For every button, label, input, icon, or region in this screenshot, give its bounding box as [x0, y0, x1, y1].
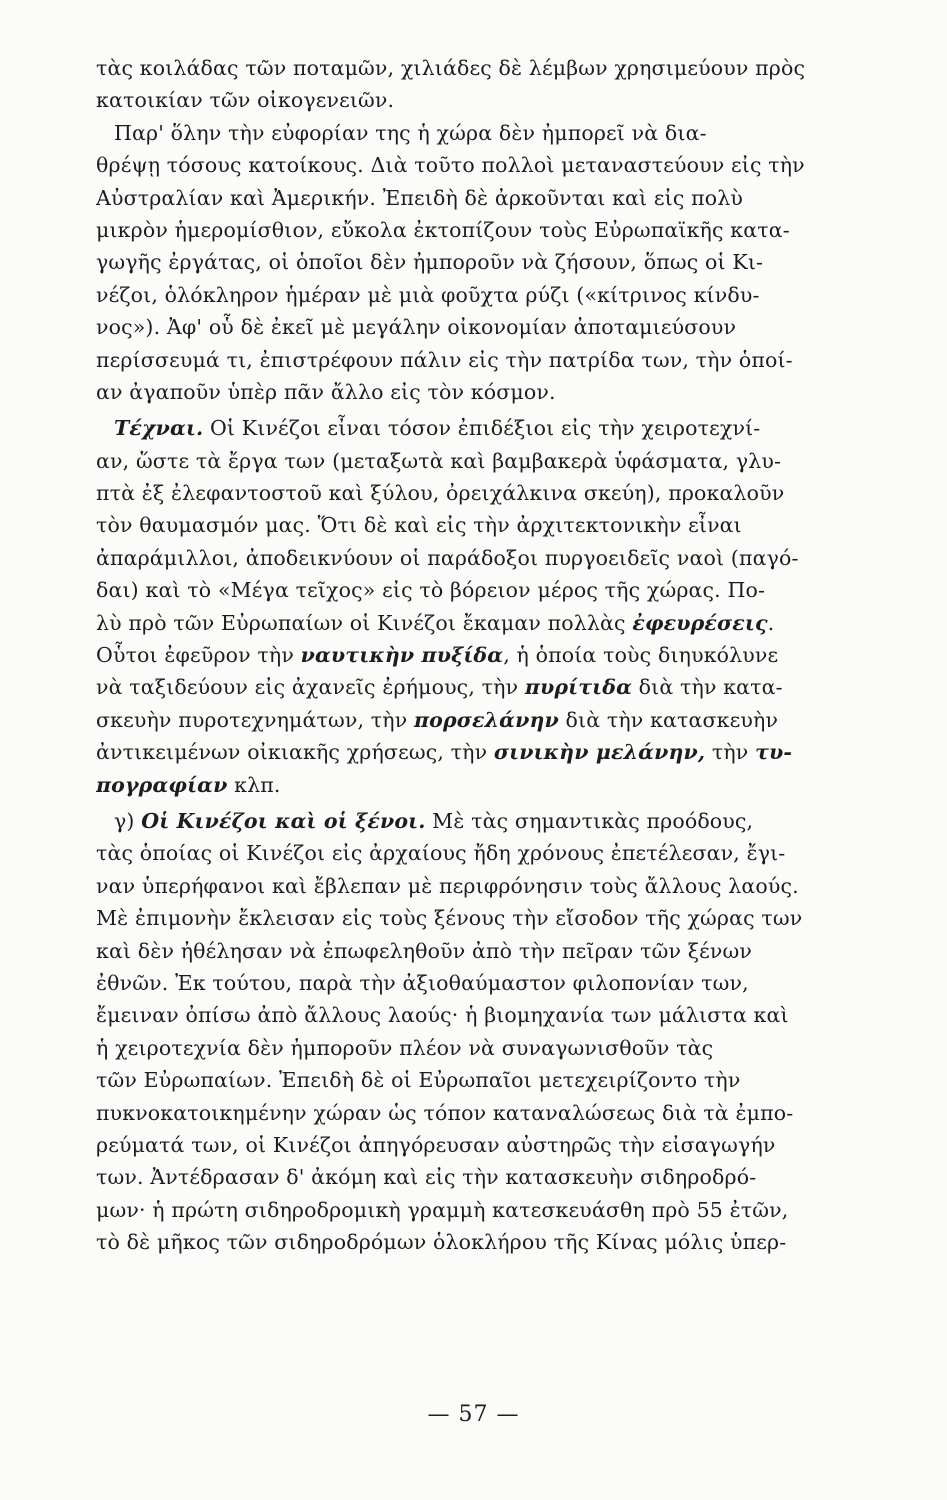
text-line: Αὐστραλίαν καὶ Ἀμερικήν. Ἐπειδὴ δὲ ἀρκοῦνται καὶ εἰς πολὺ — [96, 185, 744, 210]
text-line: Οὗτοι ἐφεῦρον τὴν ναυτικὴν πυξίδα, ἡ ὁποία τοὺς διηυκόλυνε — [96, 643, 779, 668]
text-line: δαι) καὶ τὸ «Μέγα τεῖχος» εἰς τὸ βόρειον μέρος τῆς χώρας. Πο- — [96, 578, 766, 603]
text-line: τὸν θαυμασμόν μας. Ὅτι δὲ καὶ εἰς τὴν ἀρχιτεκτονικὴν εἶναι — [96, 513, 742, 538]
emphasis: πογραφίαν — [96, 772, 228, 797]
emphasis: ναυτικὴν πυξίδα — [300, 643, 504, 668]
text-line: τὰς κοιλάδας τῶν ποταμῶν, χιλιάδες δὲ λέμβων χρησιμεύουν πρὸς — [96, 56, 806, 80]
text-line: τῶν Εὐρωπαίων. Ἐπειδὴ δὲ οἱ Εὐρωπαῖοι μετεχειρίζοντο τὴν — [96, 1068, 741, 1093]
emphasis: πυρίτιδα — [524, 675, 633, 700]
text-line: πυκνοκατοικημένην χώραν ὡς τόπον καταναλώσεως διὰ τὰ ἐμπο- — [96, 1100, 794, 1125]
emphasis: ἐφευρέσεις — [632, 610, 768, 635]
emphasis: πορσελάνην — [413, 707, 559, 732]
text-line: ἡ χειροτεχνία δὲν ἠμποροῦν πλέον νὰ συναγωνισθοῦν τὰς — [96, 1035, 714, 1060]
text-line: Μὲ ἐπιμονὴν ἔκλεισαν εἰς τοὺς ξένους τὴν εἴσοδον τῆς χώρας των — [96, 906, 803, 931]
section-heading: Τέχναι. — [114, 416, 204, 441]
section-heading-line: Τέχναι. Οἱ Κινέζοι εἶναι τόσον ἐπιδέξιοι εἰς τὴν χειροτεχνί- — [114, 416, 761, 441]
text-line: ἐθνῶν. Ἐκ τούτου, παρὰ τὴν ἀξιοθαύμαστον φιλοπονίαν των, — [96, 970, 749, 995]
text-line: μικρὸν ἡμερομίσθιον, εὔκολα ἐκτοπίζουν τοὺς Εὐρωπαϊκῆς κατα- — [96, 217, 790, 242]
text-line: μων· ἡ πρώτη σιδηροδρομικὴ γραμμὴ κατεσκευάσθη πρὸ 55 ἐτῶν, — [96, 1197, 789, 1222]
text-line: ρεύματά των, οἱ Κινέζοι ἀπηγόρευσαν αὐστηρῶς τὴν εἰσαγωγήν — [96, 1132, 776, 1157]
text-line: θρέψῃ τόσους κατοίκους. Διὰ τοῦτο πολλοὶ μεταναστεύουν εἰς τὴν — [96, 153, 805, 178]
emphasis: σινικὴν μελάνην, — [493, 740, 706, 765]
text-line: καὶ δὲν ἠθέλησαν νὰ ἐπωφεληθοῦν ἀπὸ τὴν πεῖραν τῶν ξένων — [96, 938, 753, 963]
text-line: ναν ὑπερήφανοι καὶ ἔβλεπαν μὲ περιφρόνησιν τοὺς ἄλλους λαούς. — [96, 873, 799, 898]
text-line: νος»). Ἀφ' οὗ δὲ ἐκεῖ μὲ μεγάλην οἰκονομίαν ἀποταμιεύσουν — [96, 315, 737, 340]
text-line: περίσσευμά τι, ἐπιστρέφουν πάλιν εἰς τὴν πατρίδα των, τὴν ὁποί- — [96, 347, 793, 372]
text-line: των. Ἀντέδρασαν δ' ἀκόμη καὶ εἰς τὴν κατασκευὴν σιδηροδρό- — [96, 1165, 757, 1190]
text-line: αν ἀγαποῦν ὑπὲρ πᾶν ἄλλο εἰς τὸν κόσμον. — [96, 379, 556, 404]
text-line: ἀντικειμένων οἰκιακῆς χρήσεως, τὴν σινικὴν μελάνην, τὴν τυ- — [96, 740, 793, 765]
text-line: νέζοι, ὁλόκληρον ἡμέραν μὲ μιὰ φοῦχτα ρύζι («κίτρινος κίνδυ- — [96, 282, 760, 307]
text-line: ἀπαράμιλλοι, ἀποδεικνύουν οἱ παράδοξοι πυργοειδεῖς ναοὶ (παγό- — [96, 545, 799, 570]
text-line: ἔμειναν ὀπίσω ἀπὸ ἄλλους λαούς· ἡ βιομηχανία των μάλιστα καὶ — [96, 1003, 789, 1028]
section-heading: Οἱ Κινέζοι καὶ οἱ ξένοι. — [141, 808, 426, 833]
text-line: Παρ' ὅλην τὴν εὐφορίαν της ἡ χώρα δὲν ἠμπορεῖ νὰ δια- — [114, 120, 707, 145]
text-line: τὰς ὁποίας οἱ Κινέζοι εἰς ἀρχαίους ἤδη χρόνους ἐπετέλεσαν, ἔγι- — [96, 841, 786, 866]
emphasis: τυ- — [755, 740, 793, 765]
text-line: τὸ δὲ μῆκος τῶν σιδηροδρόμων ὁλοκλήρου τῆς Κίνας μόλις ὑπερ- — [96, 1230, 787, 1255]
text-line: πογραφίαν κλπ. — [96, 772, 281, 797]
text-line: αν, ὥστε τὰ ἔργα των (μεταξωτὰ καὶ βαμβακερὰ ὑφάσματα, γλυ- — [96, 448, 782, 473]
text-line: πτὰ ἐξ ἐλεφαντοστοῦ καὶ ξύλου, ὀρειχάλκινα σκεύη), προκαλοῦν — [96, 481, 785, 506]
text-line: κατοικίαν τῶν οἰκογενειῶν. — [96, 88, 395, 113]
text-line: γωγῆς ἐργάτας, οἱ ὁποῖοι δὲν ἠμποροῦν νὰ ζήσουν, ὅπως οἱ Κι- — [96, 250, 764, 275]
text-line: σκευὴν πυροτεχνημάτων, τὴν πορσελάνην διὰ τὴν κατασκευὴν — [96, 707, 779, 732]
page-number: — 57 — — [427, 1402, 520, 1427]
text-line: λὺ πρὸ τῶν Εὐρωπαίων οἱ Κινέζοι ἔκαμαν πολλὰς ἐφευρέσεις. — [96, 610, 775, 635]
section-heading-line: γ) Οἱ Κινέζοι καὶ οἱ ξένοι. Μὲ τὰς σημαντικὰς προόδους, — [114, 808, 754, 833]
text-line: νὰ ταξιδεύουν εἰς ἀχανεῖς ἐρήμους, τὴν πυρίτιδα διὰ τὴν κατα- — [96, 675, 783, 700]
